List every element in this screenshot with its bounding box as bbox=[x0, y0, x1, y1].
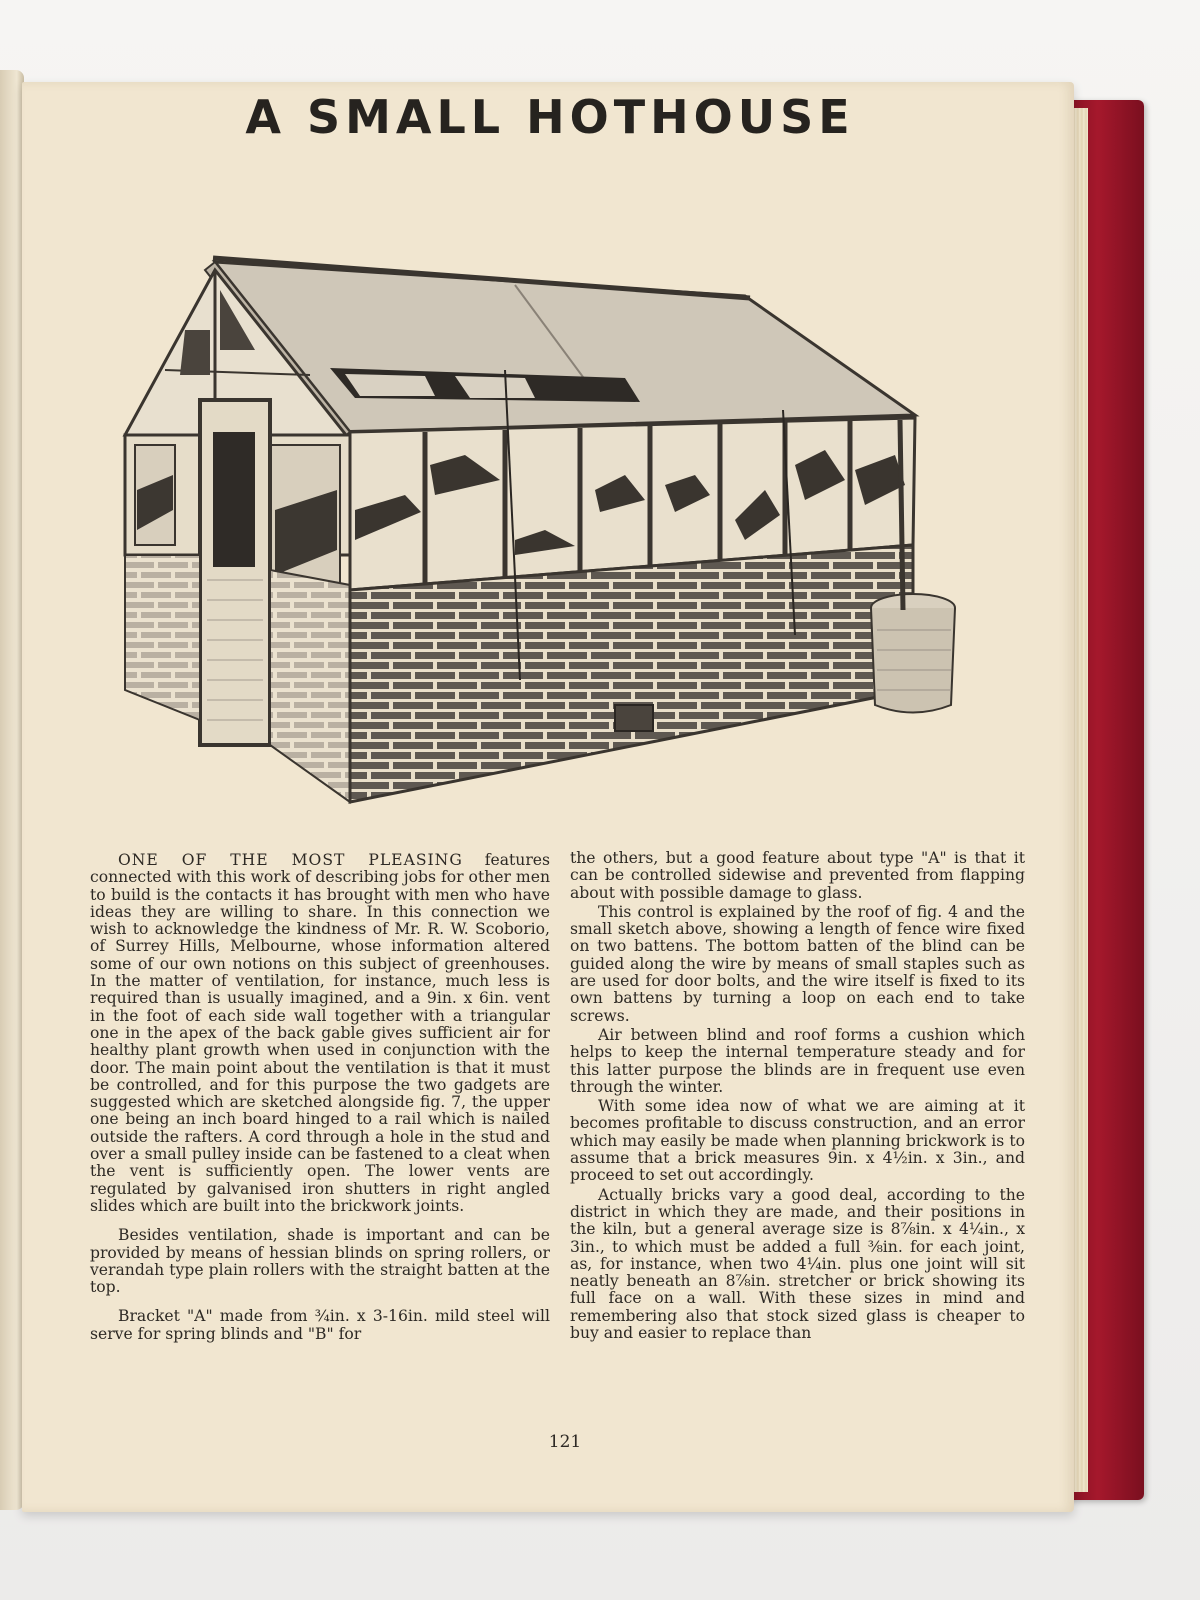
left-paragraph-2: Besides ventilation, shade is important and can be provided by means of hessian blinds on spring rollers, or verandah type plain rollers with the straight batten at the top. bbox=[90, 1226, 550, 1297]
greenhouse-illustration bbox=[105, 250, 985, 820]
right-paragraph-4: With some idea now of what we are aiming at it becomes profitable to discuss construction, and an error which may easily be made when planning brickwork is to assume that a brick measures 9in. x 4½in. x 3in., and proceed to set out accordingly. bbox=[570, 1097, 1025, 1185]
page-number: 121 bbox=[548, 1432, 582, 1452]
left-paragraph-3: Bracket "A" made from ¾in. x 3-16in. mild steel will serve for spring blinds and "B" for bbox=[90, 1307, 550, 1343]
left-page-edge bbox=[0, 70, 24, 1510]
right-paragraph-1: the others, but a good feature about type "A" is that it can be controlled sidewise and prevented from flapping about with possible damage to glass. bbox=[570, 849, 1025, 902]
left-paragraph-1 bbox=[90, 852, 550, 1215]
text-column-right bbox=[570, 850, 1025, 1342]
right-paragraph-3: Air between blind and roof forms a cushion which helps to keep the internal temperature steady and for this latter purpose the blinds are in frequent use even through the winter. bbox=[570, 1025, 1025, 1096]
lead-in: ONE OF THE MOST PLEASING bbox=[118, 851, 463, 869]
text-column-left bbox=[90, 852, 550, 1343]
right-paragraph-5: Actually bricks vary a good deal, according to the district in which they are made, and their positions in the kiln, but a general average size is 8⅞in. x 4¼in., x 3in., to which must be added a full ⅜in. for each joint, as, for instance, when two 4¼in. plus one joint will sit neatly beneath an 8⅞in. stretcher or brick showing its full face on a wall. With these sizes in mind and remembering also that stock sized glass is cheaper to buy and easier to replace than bbox=[570, 1185, 1025, 1343]
right-paragraph-2: This control is explained by the roof of fig. 4 and the small sketch above, showing a length of fence wire fixed on two battens. The bottom batten of the blind can be guided along the wire by means of small staples such as are used for door bolts, and the wire itself is fixed to its own battens by turning a loop on each end to take screws. bbox=[570, 902, 1025, 1025]
left-paragraph-1-body: features connected with this work of describing jobs for other men to build is the contacts it has brought with men who have ideas they are willing to share. In this connection we wish to acknowledge the kindness of Mr. R. W. Scoborio, of Surrey Hills, Melbourne, whose information altered some of our own notions on this subject of greenhouses. In the matter of ventilation, for instance, much less is required than is usually imagined, and a 9in. x 6in. vent in the foot of each side wall together with a triangular one in the apex of the back gable gives sufficient air for healthy plant growth when used in conjunction with the door. The main point about the ventilation is that it must be controlled, and for this purpose the two gadgets are suggested which are sketched alongside fig. 7, the upper one being an inch board hinged to a rail which is nailed outside the rafters. A cord through a hole in the stud and over a small pulley inside can be fastened to a cleat when the vent is sufficiently open. The lower vents are regulated by galvanised iron shutters in right angled slides which are built into the brickwork joints. bbox=[90, 851, 550, 1215]
page-title: A SMALL HOTHOUSE bbox=[245, 90, 855, 144]
